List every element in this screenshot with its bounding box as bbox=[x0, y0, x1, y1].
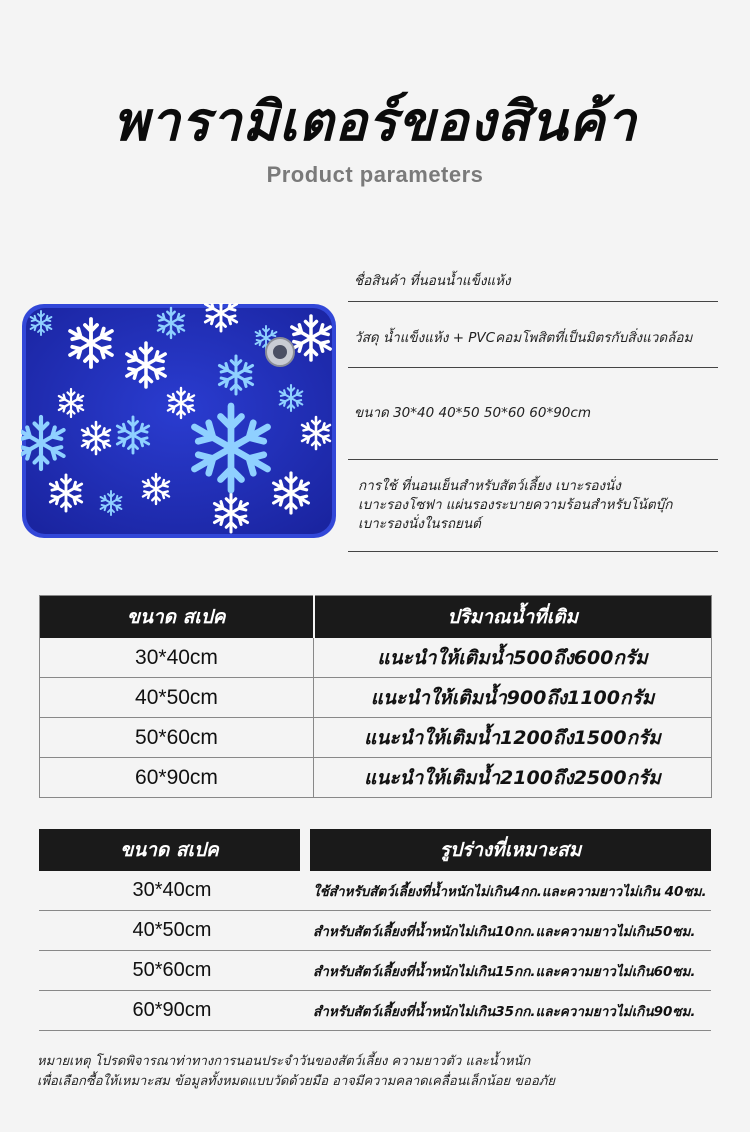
param-material-text: วัสดุ น้ำแข็งแห้ง + PVCคอมโพสิตที่เป็นมิตรกับสิ่งแวดล้อม bbox=[354, 330, 693, 346]
fit-size-cell: 50*60cm bbox=[39, 951, 305, 991]
param-size bbox=[348, 368, 718, 460]
product-image bbox=[21, 303, 337, 539]
fill-header-size: ขนาด สเปค bbox=[40, 596, 314, 639]
fill-size-cell: 30*40cm bbox=[40, 638, 314, 678]
fill-header-amount: ปริมาณน้ำที่เติม bbox=[314, 596, 712, 639]
footnote-line-2: เพื่อเลือกซื้อให้เหมาะสม ข้อมูลทั้งหมดแบบวัดด้วยมือ อาจมีความคลาดเคลื่อนเล็กน้อย ขออภัย bbox=[37, 1074, 555, 1089]
param-usage-line-3: เบาะรองนั่งในรถยนต์ bbox=[358, 516, 481, 532]
fit-size-cell: 60*90cm bbox=[39, 991, 305, 1031]
table-row bbox=[40, 678, 712, 718]
fit-header-shape: รูปร่างที่เหมาะสม bbox=[305, 829, 711, 871]
table-row bbox=[39, 871, 711, 911]
fit-table-header bbox=[39, 829, 711, 871]
fit-size-cell: 30*40cm bbox=[39, 871, 305, 911]
table-row bbox=[39, 911, 711, 951]
page-title: พารามิเตอร์ของสินค้า bbox=[113, 90, 637, 153]
fit-header-size: ขนาด สเปค bbox=[39, 829, 305, 871]
fit-table bbox=[39, 829, 711, 1031]
table-row bbox=[40, 718, 712, 758]
fill-amount-cell: แนะนำให้เติมน้ำ900ถึง1100กรัม bbox=[314, 678, 712, 718]
param-name-text: ชื่อสินค้า ที่นอนน้ำแข็งแห้ง bbox=[354, 273, 511, 289]
fill-size-cell: 40*50cm bbox=[40, 678, 314, 718]
fit-desc-cell: สำหรับสัตว์เลี้ยงที่น้ำหนักไม่เกิน10กก.และความยาวไม่เกิน50ซม. bbox=[305, 911, 711, 951]
product-params bbox=[348, 262, 718, 552]
fit-desc-cell: สำหรับสัตว์เลี้ยงที่น้ำหนักไม่เกิน15กก.และความยาวไม่เกิน60ซม. bbox=[305, 951, 711, 991]
param-size-text: ขนาด 30*40 40*50 50*60 60*90cm bbox=[354, 405, 591, 421]
param-usage-line-2: เบาะรองโซฟา แผ่นรองระบายความร้อนสำหรับโน้ตบุ๊ก bbox=[358, 497, 673, 513]
param-material bbox=[348, 302, 718, 368]
footnote bbox=[37, 1052, 727, 1092]
fill-amount-table bbox=[39, 595, 712, 798]
fill-amount-cell: แนะนำให้เติมน้ำ500ถึง600กรัม bbox=[314, 638, 712, 678]
table-row bbox=[39, 991, 711, 1031]
footnote-line-1: หมายเหตุ โปรดพิจารณาท่าทางการนอนประจำวันของสัตว์เลี้ยง ความยาวตัว และน้ำหนัก bbox=[37, 1054, 531, 1069]
fit-desc-cell: ใช้สำหรับสัตว์เลี้ยงที่น้ำหนักไม่เกิน4กก.และความยาวไม่เกิน 40ซม. bbox=[305, 871, 711, 911]
fill-size-cell: 50*60cm bbox=[40, 718, 314, 758]
fit-desc-cell: สำหรับสัตว์เลี้ยงที่น้ำหนักไม่เกิน35กก.และความยาวไม่เกิน90ซม. bbox=[305, 991, 711, 1031]
table-row bbox=[40, 638, 712, 678]
param-usage bbox=[348, 460, 718, 552]
fill-table-header bbox=[40, 596, 712, 639]
fill-amount-cell: แนะนำให้เติมน้ำ1200ถึง1500กรัม bbox=[314, 718, 712, 758]
table-row bbox=[39, 951, 711, 991]
table-row bbox=[40, 758, 712, 798]
fit-size-cell: 40*50cm bbox=[39, 911, 305, 951]
param-name bbox=[348, 262, 718, 302]
page-subtitle: Product parameters bbox=[266, 162, 484, 187]
param-usage-line-1: การใช้ ที่นอนเย็นสำหรับสัตว์เลี้ยง เบาะรองนั่ง bbox=[358, 478, 621, 494]
fill-amount-cell: แนะนำให้เติมน้ำ2100ถึง2500กรัม bbox=[314, 758, 712, 798]
fill-size-cell: 60*90cm bbox=[40, 758, 314, 798]
